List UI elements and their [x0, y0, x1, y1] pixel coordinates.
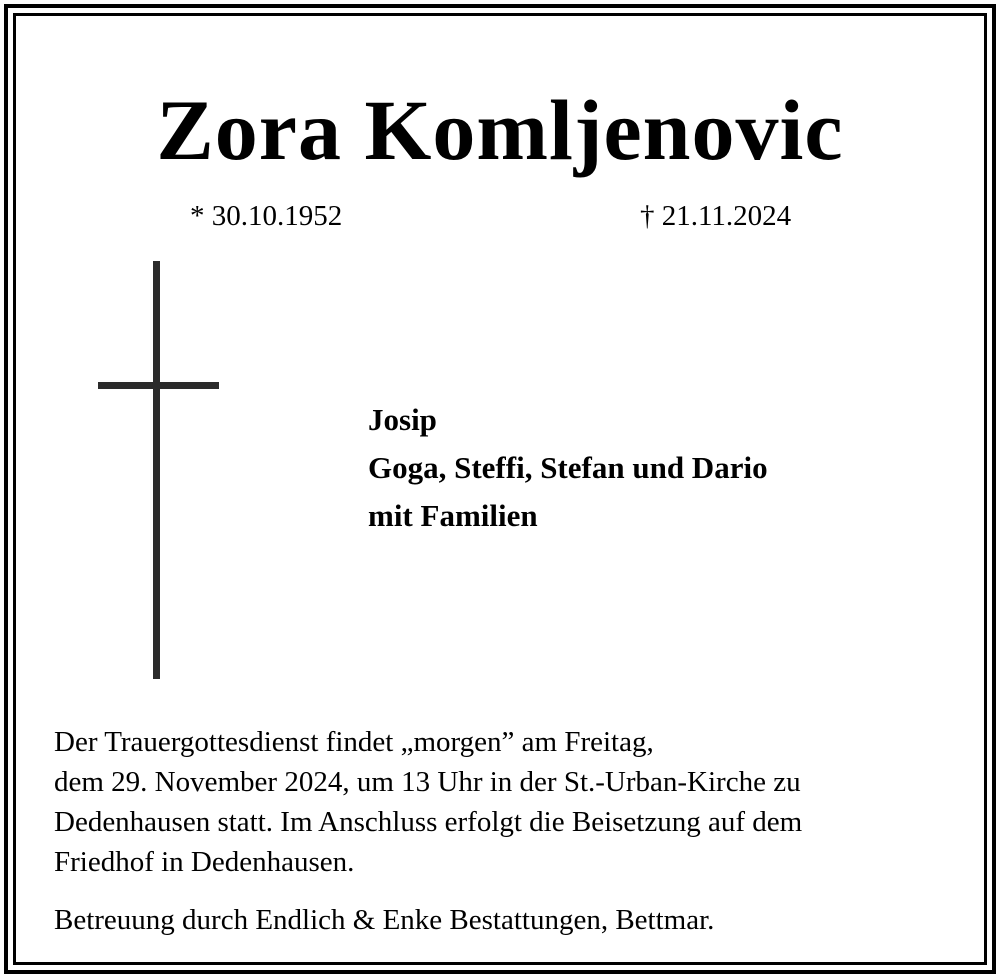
service-line: Der Trauergottesdienst findet „morgen” am Freitag,	[54, 726, 654, 758]
birth-date: * 30.10.1952	[190, 200, 343, 232]
service-line: dem 29. November 2024, um 13 Uhr in der St.-Urban-Kirche zu	[54, 766, 801, 798]
mourner-line: mit Familien	[368, 498, 538, 533]
death-date: † 21.11.2024	[640, 200, 792, 232]
funeral-home-line: Betreuung durch Endlich & Enke Bestattungen, Bettmar.	[54, 904, 715, 936]
cross-horizontal-bar	[98, 382, 219, 389]
cross-icon	[98, 261, 220, 679]
service-paragraph	[54, 722, 802, 882]
mourner-line: Josip	[368, 402, 437, 437]
mourner-line: Goga, Steffi, Stefan und Dario	[368, 450, 768, 485]
deceased-name: Zora Komljenovic	[156, 82, 844, 178]
cross-vertical-bar	[153, 261, 160, 679]
service-line: Friedhof in Dedenhausen.	[54, 846, 355, 878]
mourners-block	[368, 396, 768, 540]
service-line: Dedenhausen statt. Im Anschluss erfolgt die Beisetzung auf dem	[54, 806, 803, 838]
